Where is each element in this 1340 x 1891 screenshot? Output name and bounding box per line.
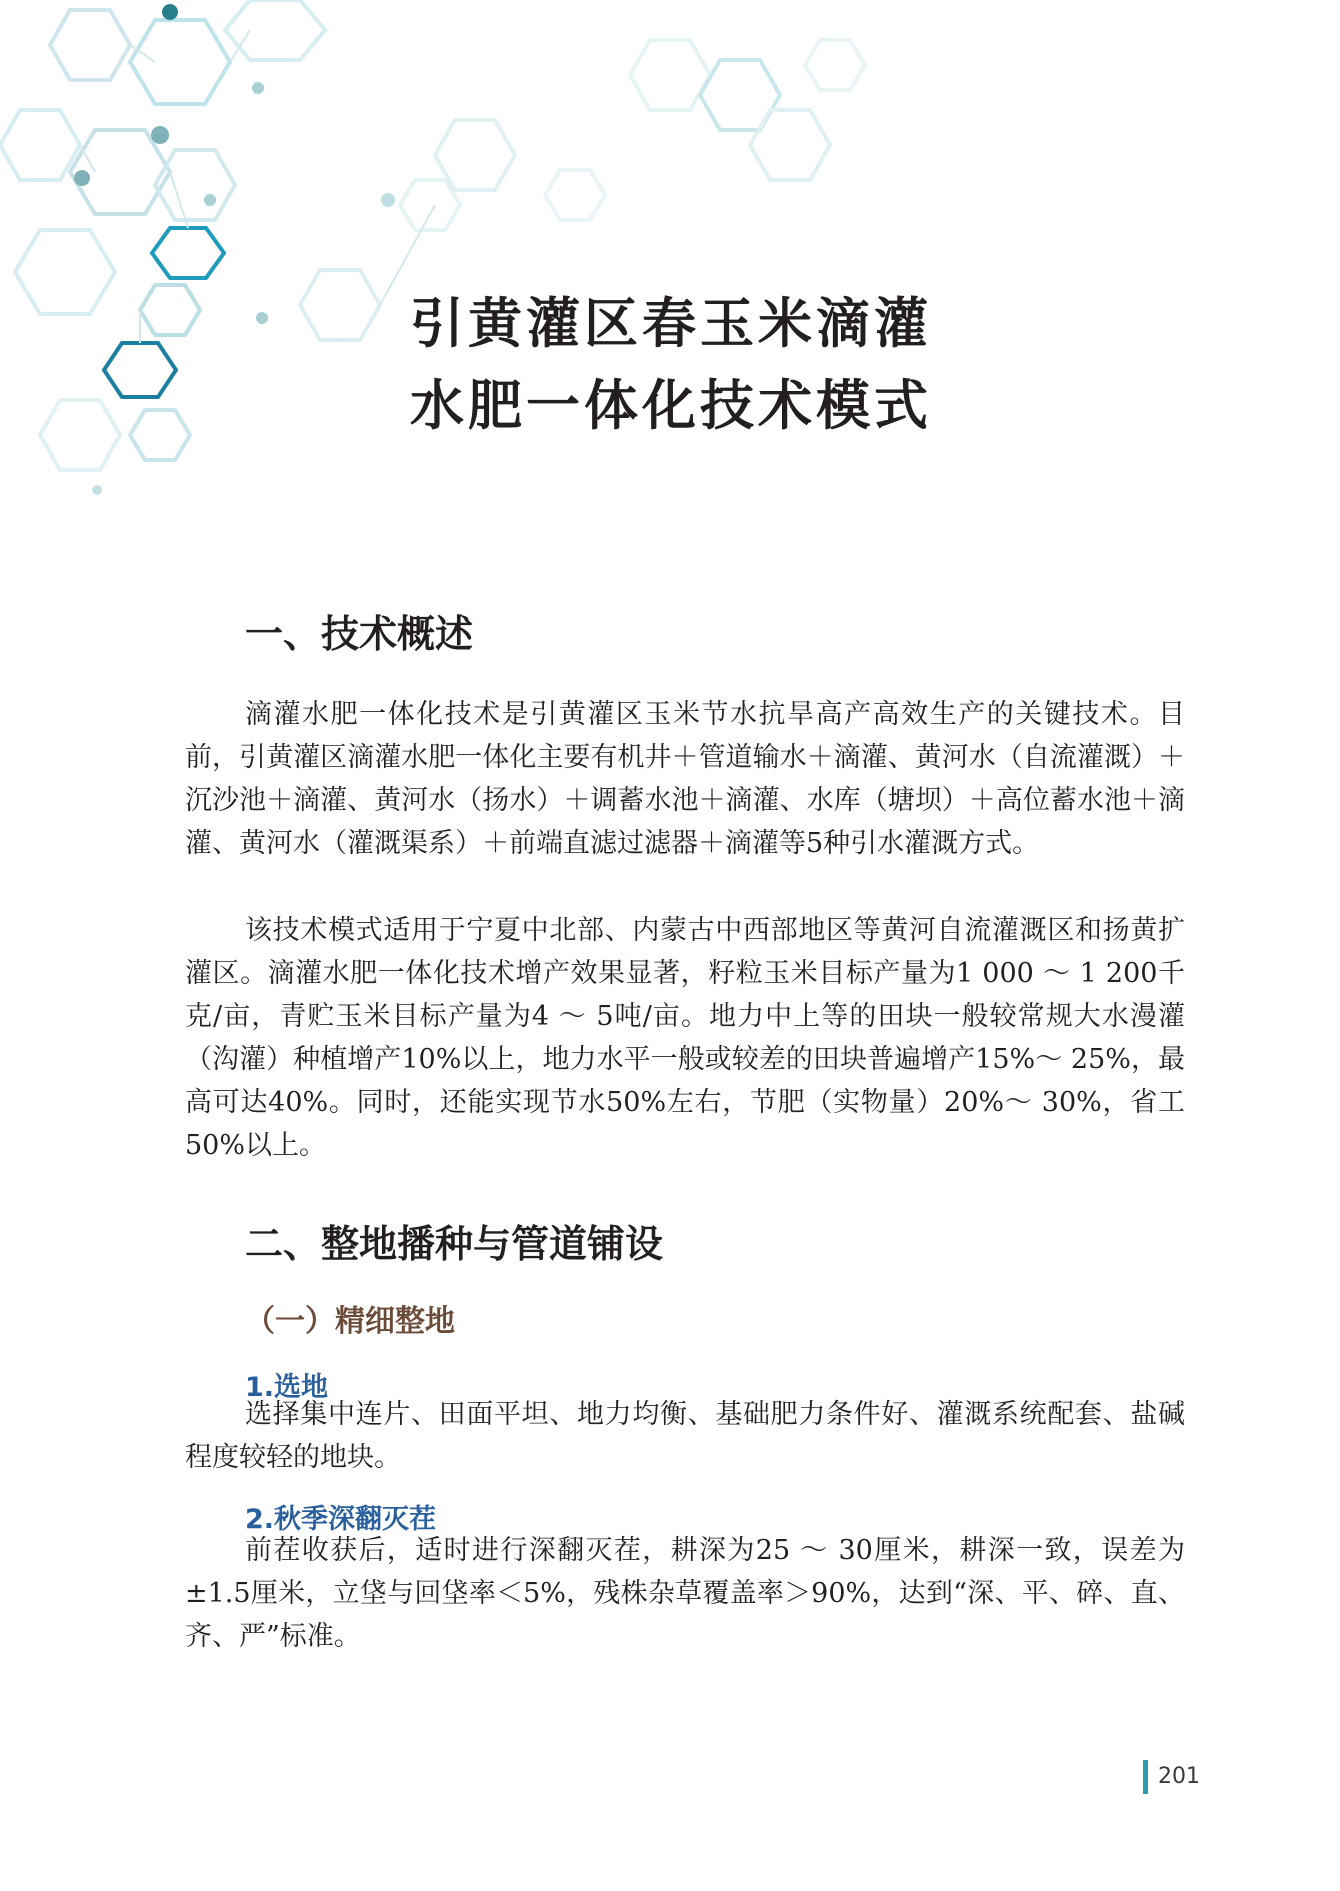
hexagon-shape — [400, 180, 460, 230]
hexagon-shape — [805, 40, 865, 90]
hexagon-shape — [152, 228, 224, 278]
item-heading-autumn-plowing: 2.秋季深翻灭茬 — [245, 1504, 437, 1535]
hexagon-shape — [545, 170, 605, 220]
site-selection-paragraph: 选择集中连片、田面平坦、地力均衡、基础肥力条件好、灌溉系统配套、盐碱程度较轻的地块。 — [185, 1399, 1185, 1473]
dot-shape — [252, 82, 264, 94]
hexagon-shape — [750, 110, 830, 180]
section-heading-overview: 一、技术概述 — [245, 612, 474, 656]
hexagon-shape — [104, 343, 176, 397]
item-heading-site-selection: 1.选地 — [245, 1372, 329, 1403]
dot-shape — [92, 485, 102, 495]
overview-paragraph-2: 该技术模式适用于宁夏中北部、内蒙古中西部地区等黄河自流灌溉区和扬黄扩灌区。滴灌水肥一体化技术增产效果显著，籽粒玉米目标产量为1 000 ～ 1 200千克/亩，青贮玉米目标产量为4 ～ 5吨/亩。地力中上等的田块一般较常规大水漫灌（沟灌）种植增产10%以上，地力水平一般或较差的田块普遍增产15%～ 25%，最高可达40%。同时，还能实现节水50%左右，节肥（实物量）20%～ 30%，省工50%以上。 — [185, 915, 1185, 1161]
hexagon-shape — [130, 20, 230, 104]
overview-paragraph-1: 滴灌水肥一体化技术是引黄灌区玉米节水抗旱高产高效生产的关键技术。目前，引黄灌区滴灌水肥一体化主要有机井＋管道输水＋滴灌、黄河水（自流灌溉）＋沉沙池＋滴灌、黄河水（扬水）＋调蓄水池＋滴灌、水库（塘坝）＋高位蓄水池＋滴灌、黄河水（灌溉渠系）＋前端直滤过滤器＋滴灌等5种引水灌溉方式。 — [185, 699, 1185, 859]
page-title — [410, 282, 1050, 446]
hexagon-shape — [50, 10, 130, 80]
hexagon-shape — [630, 40, 710, 110]
hexagon-shape — [700, 60, 780, 130]
hexagon-shape — [15, 230, 115, 314]
title-line-2: 水肥一体化技术模式 — [410, 373, 932, 437]
hexagon-shape — [300, 270, 380, 340]
subsection-heading-fine-tillage: （一）精细整地 — [245, 1304, 455, 1339]
hexagon-shape — [40, 400, 120, 470]
dot-shape — [204, 194, 216, 206]
autumn-plowing-paragraph: 前茬收获后，适时进行深翻灭茬，耕深为25 ～ 30厘米，耕深一致，误差为±1.5厘米，立垡与回垡率＜5%，残株杂草覆盖率＞90%，达到“深、平、碎、直、齐、严”标准。 — [185, 1535, 1185, 1652]
section-heading-land-prep: 二、整地播种与管道铺设 — [245, 1222, 664, 1266]
dot-shape — [151, 126, 169, 144]
hexagon-shape — [155, 150, 235, 220]
hexagon-shape — [130, 410, 190, 460]
title-line-1: 引黄灌区春玉米滴灌 — [410, 291, 932, 355]
hexagon-shape — [140, 285, 200, 335]
dot-shape — [74, 170, 90, 186]
dot-shape — [256, 312, 268, 324]
hexagon-shape — [225, 0, 325, 60]
dot-shape — [381, 193, 395, 207]
dot-shape — [162, 4, 178, 20]
hexagon-shape — [0, 110, 80, 180]
page-number: 201 — [1143, 1760, 1200, 1794]
